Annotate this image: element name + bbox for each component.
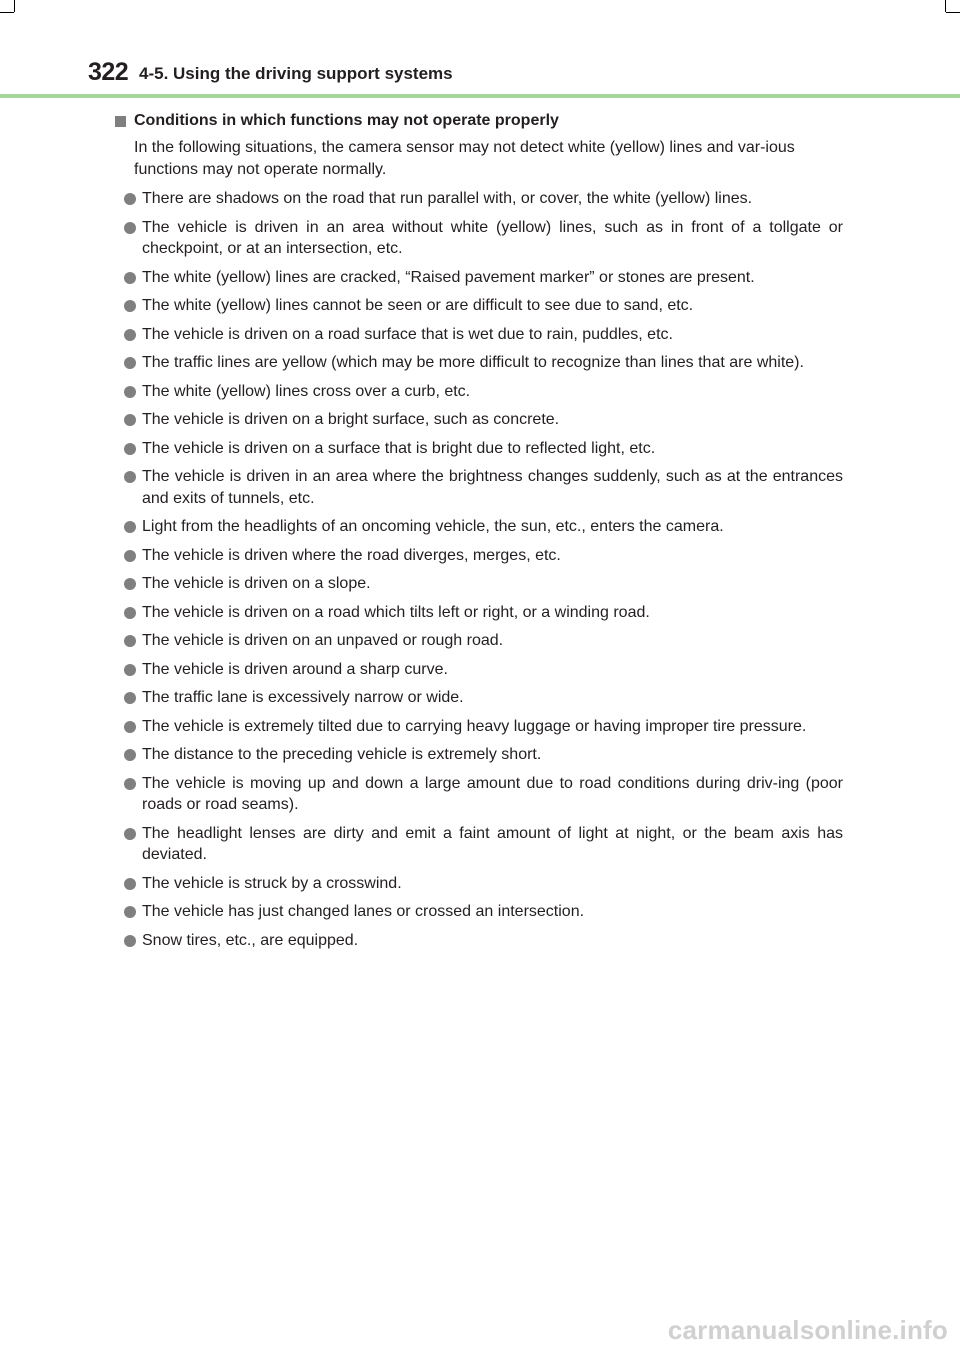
list-item-text: Light from the headlights of an oncoming vehicle, the sun, etc., enters the camera. (142, 518, 724, 535)
intro-paragraph: In the following situations, the camera sensor may not detect white (yellow) lines and var-ious functions may not operate normally. (134, 139, 795, 178)
list-item-text: The vehicle is driven where the road diverges, merges, etc. (142, 546, 561, 564)
list-item (124, 873, 843, 895)
crop-mark-top-right-vertical (945, 0, 946, 12)
list-item (124, 324, 843, 346)
list-item-text: The white (yellow) lines cannot be seen or are difficult to see due to sand, etc. (142, 297, 694, 314)
list-item-text: There are shadows on the road that run parallel with, or cover, the white (yellow) lines. (142, 190, 753, 207)
main-content (115, 110, 843, 958)
circle-bullet-icon (124, 778, 136, 790)
list-item-text: The vehicle is driven on a road surface that is wet due to rain, puddles, etc. (142, 325, 673, 343)
circle-bullet-icon (124, 635, 136, 647)
list-item (124, 466, 843, 509)
circle-bullet-icon (124, 386, 136, 398)
circle-bullet-icon (124, 607, 136, 619)
list-item (124, 573, 843, 595)
circle-bullet-icon (124, 749, 136, 761)
list-item (124, 901, 843, 923)
list-item (124, 744, 843, 766)
list-item-text: Snow tires, etc., are equipped. (142, 931, 359, 949)
circle-bullet-icon (124, 222, 136, 234)
circle-bullet-icon (124, 664, 136, 676)
list-item-text: The vehicle is driven on a surface that is bright due to reflected light, etc. (142, 439, 656, 457)
conditions-list (115, 188, 843, 951)
list-item (124, 267, 843, 289)
circle-bullet-icon (124, 300, 136, 312)
list-item (124, 295, 843, 317)
list-item (124, 659, 843, 681)
list-item-text: The vehicle is driven in an area where the brightness changes suddenly, such as at the entrances and exits of tunnels, etc. (142, 468, 843, 507)
list-item (124, 217, 843, 260)
circle-bullet-icon (124, 414, 136, 426)
list-item-text: The headlight lenses are dirty and emit a faint amount of light at night, or the beam axis has deviated. (142, 824, 843, 863)
section-heading-text: Conditions in which functions may not operate properly (134, 112, 559, 129)
circle-bullet-icon (124, 692, 136, 704)
circle-bullet-icon (124, 329, 136, 341)
circle-bullet-icon (124, 828, 136, 840)
list-item-text: The vehicle is driven in an area without white (yellow) lines, such as in front of a tollgate or checkpoint, or at an intersection, etc. (142, 218, 843, 257)
list-item (124, 352, 843, 374)
list-item-text: The vehicle is driven on a bright surface, such as concrete. (142, 411, 560, 428)
list-item (124, 438, 843, 460)
section-heading (115, 110, 843, 132)
crop-mark-top-left-vertical (14, 0, 15, 12)
circle-bullet-icon (124, 357, 136, 369)
list-item (124, 773, 843, 816)
list-item-text: The vehicle is driven on a slope. (142, 575, 371, 592)
list-item (124, 602, 843, 624)
list-item-text: The vehicle is extremely tilted due to carrying heavy luggage or having improper tire pressure. (142, 717, 807, 735)
circle-bullet-icon (124, 578, 136, 590)
crop-mark-top-left-horizontal (0, 12, 14, 13)
list-item-text: The vehicle is moving up and down a large amount due to road conditions during driv-ing (poor roads or road seams). (142, 774, 843, 813)
circle-bullet-icon (124, 878, 136, 890)
header-rule (0, 94, 960, 98)
circle-bullet-icon (124, 443, 136, 455)
list-item (124, 516, 843, 538)
circle-bullet-icon (124, 550, 136, 562)
list-item (124, 188, 843, 210)
list-item-text: The white (yellow) lines cross over a curb, etc. (142, 382, 471, 400)
circle-bullet-icon (124, 193, 136, 205)
circle-bullet-icon (124, 906, 136, 918)
list-item-text: The vehicle is driven on an unpaved or rough road. (142, 632, 504, 649)
circle-bullet-icon (124, 272, 136, 284)
list-item (124, 381, 843, 403)
list-item (124, 545, 843, 567)
list-item (124, 716, 843, 738)
list-item (124, 409, 843, 431)
list-item-text: The vehicle is struck by a crosswind. (142, 874, 402, 892)
list-item-text: The vehicle has just changed lanes or crossed an intersection. (142, 903, 585, 920)
list-item (124, 823, 843, 866)
crop-mark-top-right-horizontal (946, 12, 960, 13)
circle-bullet-icon (124, 521, 136, 533)
list-item-text: The vehicle is driven on a road which tilts left or right, or a winding road. (142, 603, 650, 621)
circle-bullet-icon (124, 935, 136, 947)
section-title: 4-5. Using the driving support systems (139, 64, 453, 83)
list-item (124, 930, 843, 952)
page-number: 322 (88, 58, 129, 86)
list-item-text: The white (yellow) lines are cracked, “Raised pavement marker” or stones are present. (142, 268, 755, 286)
square-bullet-icon (115, 116, 126, 127)
list-item (124, 630, 843, 652)
circle-bullet-icon (124, 721, 136, 733)
circle-bullet-icon (124, 471, 136, 483)
list-item-text: The traffic lines are yellow (which may be more difficult to recognize than lines that are white). (142, 354, 804, 371)
list-item-text: The traffic lane is excessively narrow or wide. (142, 689, 464, 706)
page-header (88, 56, 888, 88)
list-item-text: The distance to the preceding vehicle is extremely short. (142, 746, 542, 763)
list-item-text: The vehicle is driven around a sharp curve. (142, 660, 448, 678)
list-item (124, 687, 843, 709)
watermark: carmanualsonline.info (667, 1315, 948, 1345)
